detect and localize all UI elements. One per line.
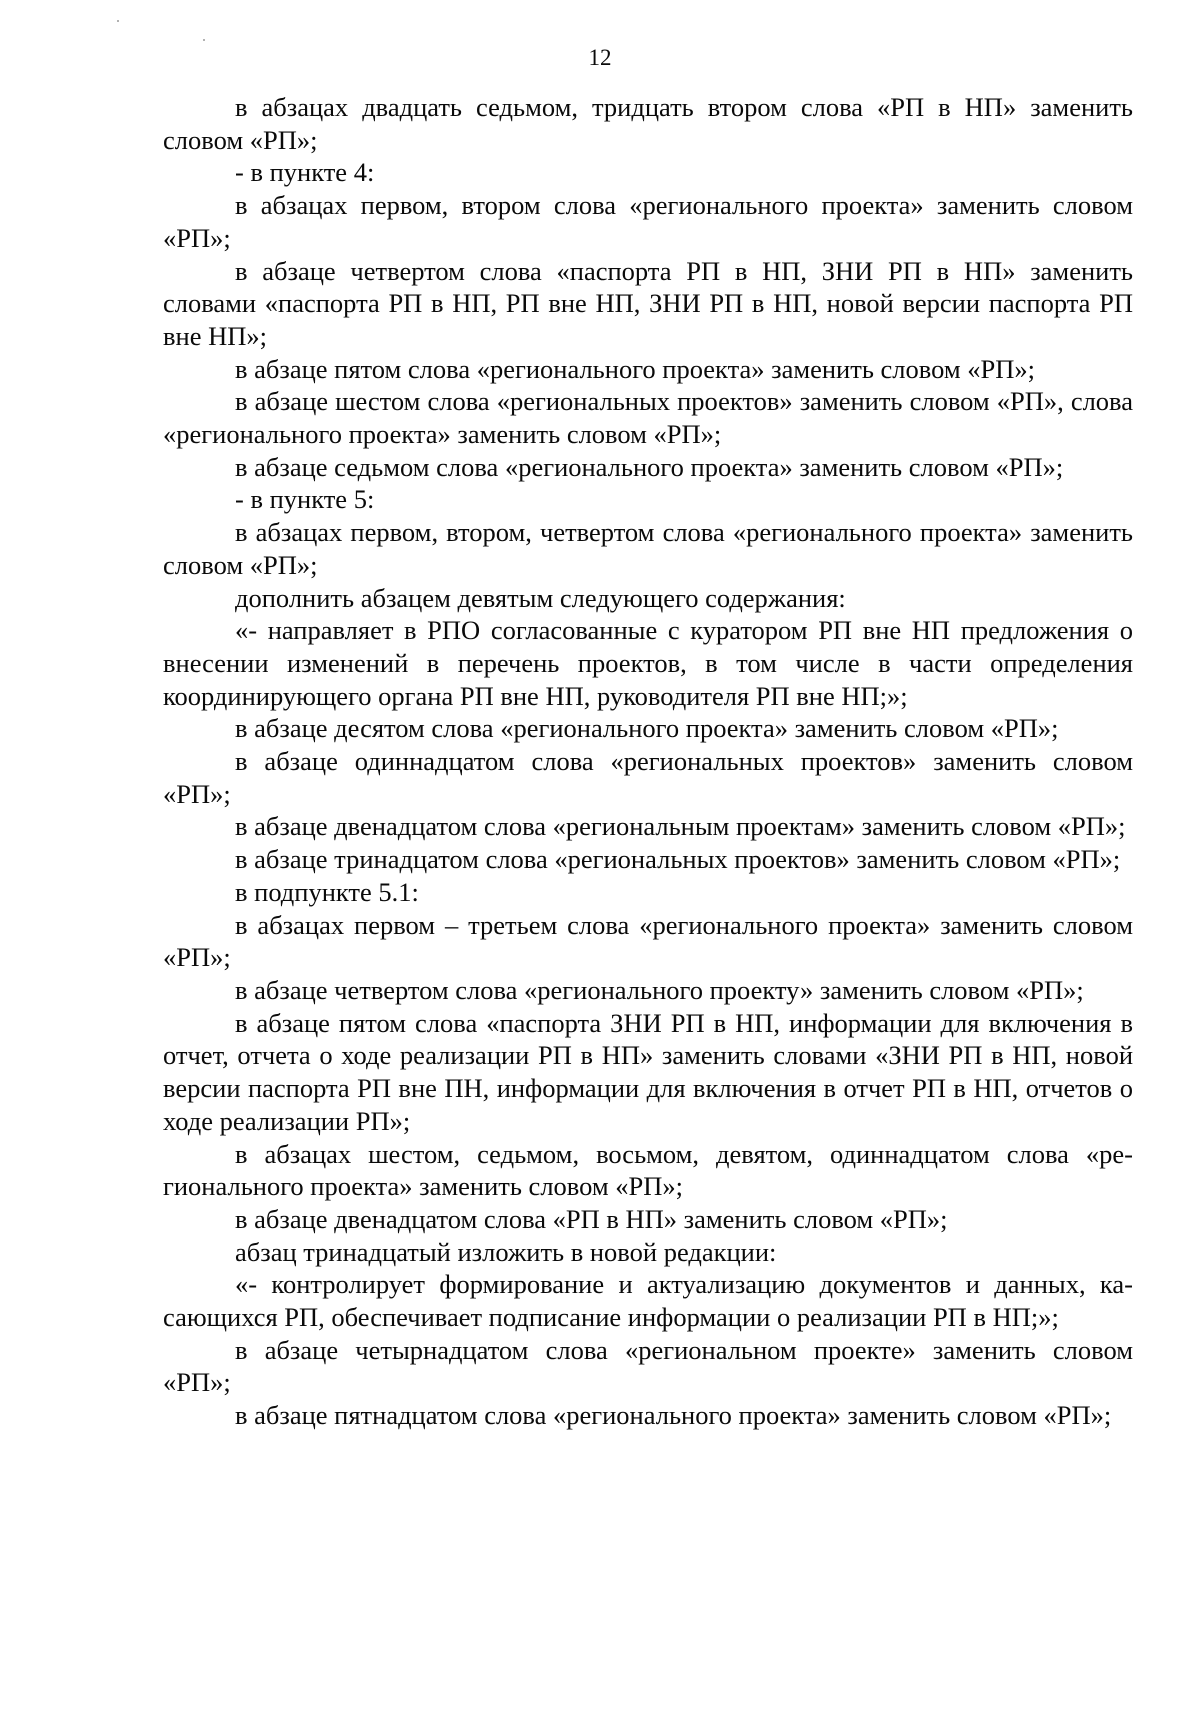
paragraph: в абзацах двадцать седьмом, тридцать втором слова «РП в НП» заменить словом «РП»; <box>163 92 1133 155</box>
paragraph: «- направляет в РПО согласованные с куратором РП вне НП предложения о внесении изменений в перечень проектов, в том числе в части определения координирующего органа РП вне НП, руководителя РП вне НП;»; <box>163 615 1133 711</box>
paragraph: в абзацах первом, втором слова «регионального проекта» заменить словом «РП»; <box>163 190 1133 253</box>
paragraph: в абзаце четырнадцатом слова «региональном проекте» заменить словом «РП»; <box>163 1334 1133 1398</box>
paragraph: дополнить абзацем девятым следующего содержания: <box>235 582 846 613</box>
paragraph: в абзаце четвертом слова «паспорта РП в НП, ЗНИ РП в НП» заменить словами «паспорта РП в НП, РП вне НП, ЗНИ РП в НП, новой версии паспорта РП вне НП»; <box>163 255 1133 351</box>
scan-speck <box>203 39 205 41</box>
paragraph: в абзаце десятом слова «регионального проекта» заменить словом «РП»; <box>235 713 1059 744</box>
paragraph: - в пункте 5: <box>235 484 375 515</box>
paragraph: в абзаце двенадцатом слова «РП в НП» заменить словом «РП»; <box>235 1203 948 1234</box>
paragraph: в абзаце пятом слова «паспорта ЗНИ РП в НП, информации для включения в отчет, отчета о ходе реализации РП в НП» заменить словами «ЗНИ РП в НП, новой версии паспорта РП вне ПН, информации для включения в отчет РП в НП, отчетов о ходе реализации РП»; <box>163 1007 1133 1136</box>
paragraph: - в пункте 4: <box>235 157 375 188</box>
page-number: 12 <box>588 45 612 70</box>
scan-speck <box>117 20 119 22</box>
paragraph: абзац тринадцатый изложить в новой редакции: <box>235 1236 777 1267</box>
paragraph: в абзацах первом – третьем слова «регионального проекта» заменить словом «РП»; <box>163 909 1133 973</box>
paragraph: в абзаце пятнадцатом слова «регионального проекта» заменить словом «РП»; <box>235 1400 1112 1431</box>
paragraph: в абзаце шестом слова «региональных проектов» заменить словом «РП», слова «регионального проекта» заменить словом «РП»; <box>163 386 1133 450</box>
paragraph: в подпункте 5.1: <box>235 876 419 907</box>
paragraph: в абзаце четвертом слова «регионального проекту» заменить словом «РП»; <box>235 974 1084 1005</box>
paragraph: «- контролирует формирование и актуализацию документов и данных, касающихся РП, обеспечивает подписание информации о реализации РП в НП;»; <box>163 1269 1133 1333</box>
paragraph: в абзаце пятом слова «регионального проекта» заменить словом «РП»; <box>235 353 1035 384</box>
document-body <box>163 91 1133 1432</box>
paragraph: в абзаце седьмом слова «регионального проекта» заменить словом «РП»; <box>235 451 1064 482</box>
paragraph: в абзацах первом, втором, четвертом слова «регионального проекта» заменить словом «РП»; <box>163 517 1133 580</box>
paragraph: в абзаце двенадцатом слова «региональным проектам» заменить словом «РП»; <box>235 811 1126 842</box>
paragraph: в абзаце одиннадцатом слова «региональных проектов» заменить словом «РП»; <box>163 746 1133 809</box>
paragraph: в абзацах шестом, седьмом, восьмом, девятом, одиннадцатом слова «регионального проекта» заменить словом «РП»; <box>163 1138 1133 1202</box>
paragraph: в абзаце тринадцатом слова «региональных проектов» заменить словом «РП»; <box>235 844 1121 875</box>
